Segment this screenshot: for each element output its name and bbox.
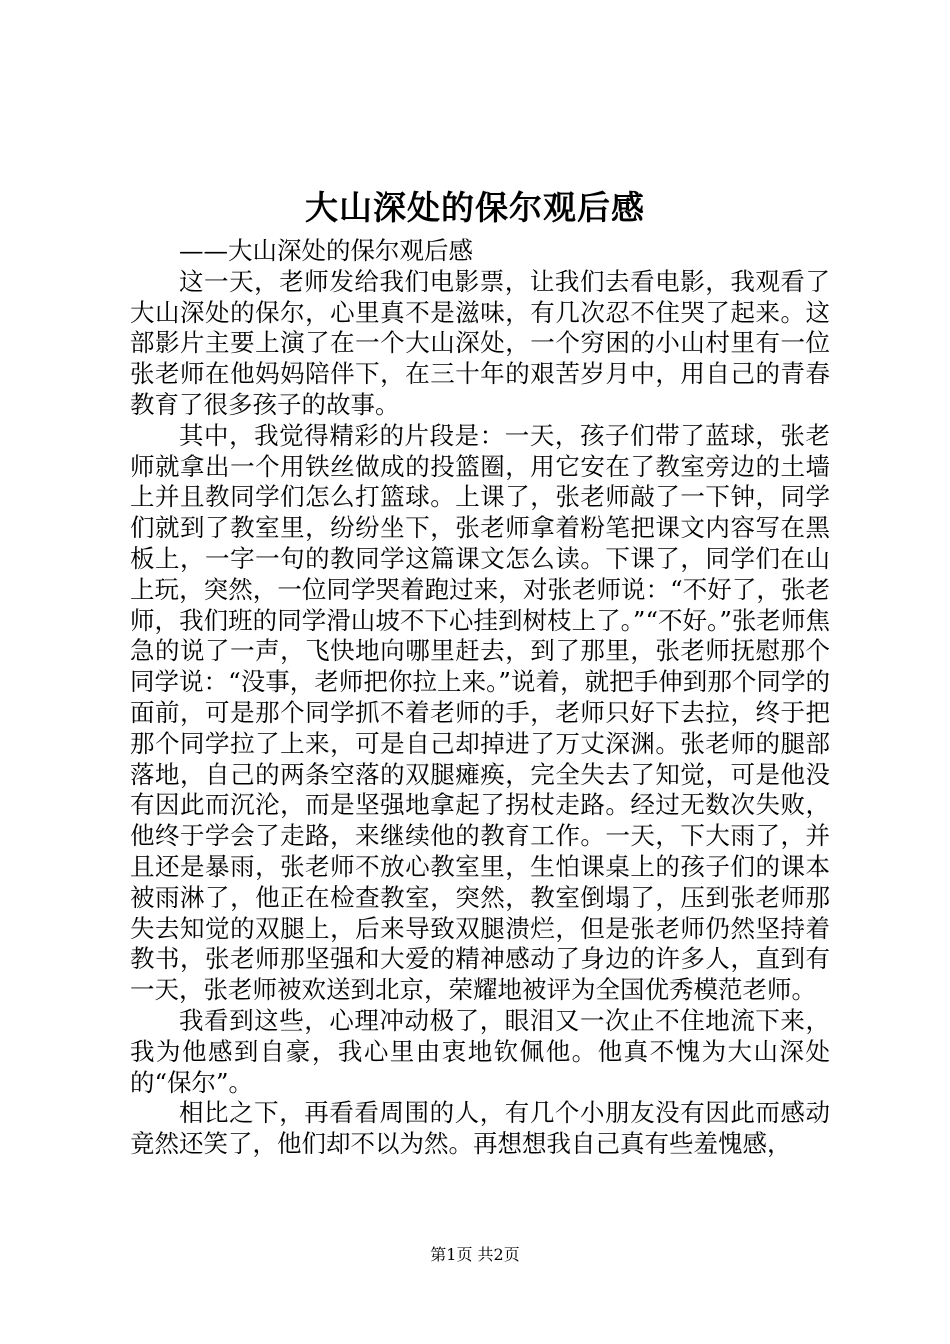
page-footer: 第1页 共2页	[430, 1245, 520, 1264]
body-paragraph-1: 这一天，老师发给我们电影票，让我们去看电影，我观看了大山深处的保尔，心里真不是滋味，有几次忍不住哭了起来。这部影片主要上演了在一个大山深处，一个穷困的小山村里有一位张老师在他妈妈陪伴下，在三十年的艰苦岁月中，用自己的青春教育了很多孩子的故事。	[130, 266, 830, 419]
body-paragraph-2: 其中，我觉得精彩的片段是：一天，孩子们带了蓝球，张老师就拿出一个用铁丝做成的投篮圈，用它安在了教室旁边的土墙上并且教同学们怎么打篮球。上课了，张老师敲了一下钟，同学们就到了教室里，纷纷坐下，张老师拿着粉笔把课文内容写在黑板上，一字一句的教同学这篇课文怎么读。下课了，同学们在山上玩，突然，一位同学哭着跑过来，对张老师说：“不好了，张老师，我们班的同学滑山坡不下心挂到树枝上了。”“不好。”张老师焦急的说了一声，飞快地向哪里赶去，到了那里，张老师抚慰那个同学说：“没事，老师把你拉上来。”说着，就把手伸到那个同学的面前，可是那个同学抓不着老师的手，老师只好下去拉，终于把那个同学拉了上来，可是自己却掉进了万丈深渊。张老师的腿部落地，自己的两条空落的双腿瘫痪，完全失去了知觉，可是他没有因此而沉沦，而是坚强地拿起了拐杖走路。经过无数次失败，他终于学会了走路，来继续他的教育工作。一天，下大雨了，并且还是暴雨，张老师不放心教室里，生怕课桌上的孩子们的课本被雨淋了，他正在检查教室，突然，教室倒塌了，压到张老师那失去知觉的双腿上，后来导致双腿溃烂，但是张老师仍然坚持着教书，张老师那坚强和大爱的精神感动了身边的许多人，直到有一天，张老师被欢送到北京，荣耀地被评为全国优秀模范老师。	[130, 420, 830, 1005]
body-paragraph-3: 我看到这些，心理冲动极了，眼泪又一次止不住地流下来，我为他感到自豪，我心里由衷地钦佩他。他真不愧为大山深处的“保尔”。	[130, 1005, 830, 1097]
document-body	[130, 236, 830, 1160]
document-title: 大山深处的保尔观后感	[305, 188, 645, 227]
body-paragraph-4: 相比之下，再看看周围的人，有几个小朋友没有因此而感动竟然还笑了，他们却不以为然。再想想我自己真有些羞愧感，	[130, 1098, 830, 1159]
subtitle-paragraph: ——大山深处的保尔观后感	[179, 236, 473, 265]
